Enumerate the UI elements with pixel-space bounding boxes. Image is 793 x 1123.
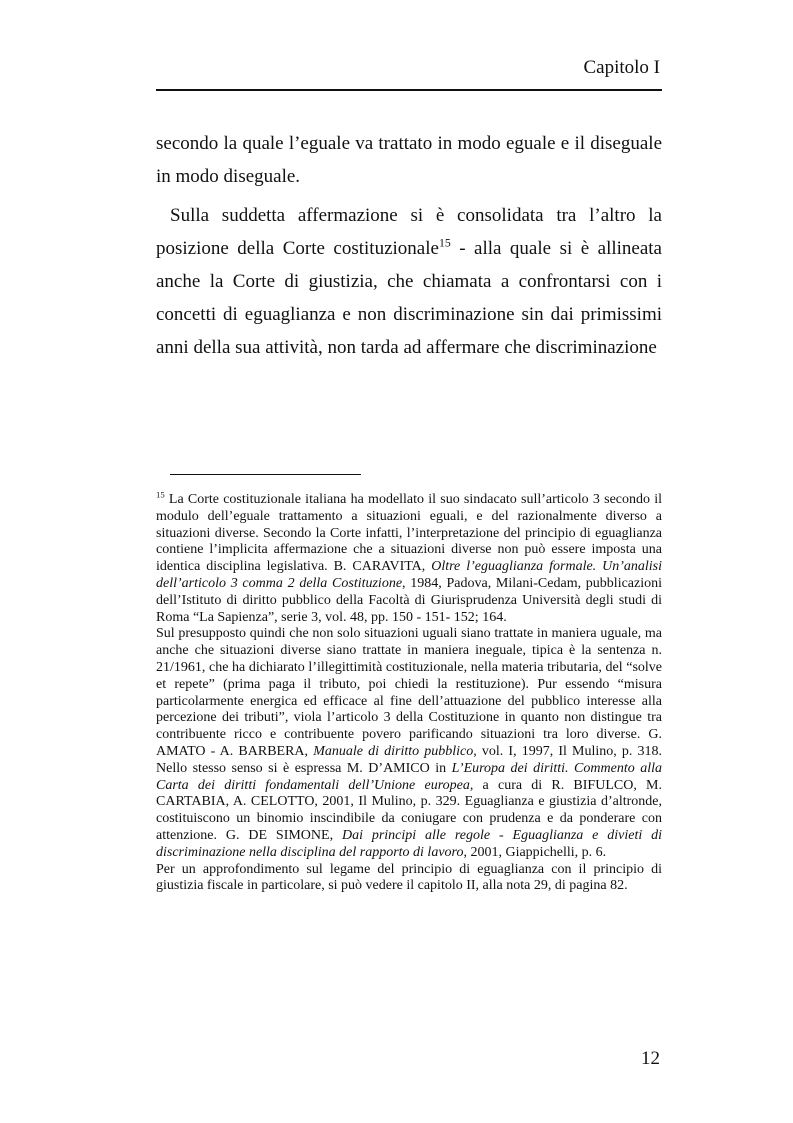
footnote-text: , 1984, Padova, Milani-Cedam, pubblicazioni dell’Istituto di diritto pubblico della Facoltà di Giurisprudenza Università degli studi di Roma “La Sapienza”, serie 3, vol. 48, pp. 150 - 151- 152; 164.	[156, 575, 663, 625]
footnote-paragraph-1	[156, 489, 663, 626]
footnote-paragraph-3: Per un approfondimento sul legame del principio di eguaglianza con il principio di giustizia fiscale in particolare, si può vedere il capitolo II, alla nota 29, di pagina 82.	[156, 861, 662, 894]
footnote-book-title: Dai principi alle regole - Eguaglianza e divieti di discriminazione nella disciplina del rapporto di lavoro	[156, 827, 663, 860]
footnote-number: 15	[156, 489, 165, 500]
footnote-text: , 2001, Giappichelli, p. 6.	[463, 844, 607, 860]
footnote-text: La Corte costituzionale italiana ha modellato il suo sindacato sull’articolo 3 secondo il modulo dell’eguale trattamento a situazioni eguali, e del razionalmente diverso a situazioni diverse. Secondo la Corte infatti, l’interpretazione del principio di eguaglianza contiene l’implicita affermazione che a situazioni diverse non può essere imposta una identica disciplina legislativa. B. CARAVITA,	[156, 492, 662, 575]
footnote-reference: 15	[438, 236, 451, 250]
body-paragraph-1: secondo la quale l’eguale va trattato in modo eguale e il diseguale in modo diseguale.	[156, 133, 662, 187]
body-paragraph-2-text-b: - alla quale si è allineata anche la Corte di giustizia, che chiamata a confrontarsi con i concetti di eguaglianza e non discriminazione sin dai primissimi anni della sua attività, non tarda ad affermare che discriminazione	[156, 238, 662, 358]
footnote-text: , a cura di R. BIFULCO, M. CARTABIA, A. CELOTTO, 2001, Il Mulino, p. 329. Eguaglianza e giustizia d’altronde, costituiscono un binomio inscindibile da coniugare con prudenza e da ponderare con attenzione. G. DE SIMONE,	[156, 777, 662, 843]
footnote-book-title: Oltre l’eguaglianza formale. Un’analisi dell’articolo 3 comma 2 della Costituzione	[156, 559, 662, 591]
header-divider	[156, 89, 662, 91]
footnote-book-title: L’Europa dei diritti. Commento alla Carta dei diritti fondamentali dell’Unione europea	[156, 760, 662, 793]
footnote-block	[156, 489, 663, 895]
footnote-text: Sul presupposto quindi che non solo situazioni uguali siano trattate in maniera uguale, ma anche che situazioni diverse siano trattate in maniera ineguale, tipica è la sentenza n. 21/1961, che ha dichiarato l’illegittimità costituzionale, nella materia tributaria, del “solve et repete” (prima paga il tributo, poi chiedi la restituzione). Pur essendo “misura particolarmente energica ed efficace al fine dell’attuazione del pubblico interesse alla percezione dei tributi”, viola l’articolo 3 della Costituzione in quanto non distingue tra contribuente ricco e contribuente povero parificando situazioni tra loro diverse. G. AMATO - A. BARBERA,	[156, 626, 662, 759]
footnote-text: , vol. I, 1997, Il Mulino, p. 318. Nello stesso senso si è espressa M. D’AMICO in	[156, 743, 663, 776]
footnote-paragraph-2	[156, 626, 662, 861]
footnote-book-title: Manuale di diritto pubblico	[313, 743, 474, 759]
footnote-divider	[170, 474, 361, 475]
running-header-title: Capitolo I	[583, 57, 660, 78]
main-text	[156, 127, 662, 364]
body-paragraph-2	[156, 199, 662, 364]
body-paragraph-2-text-a: Sulla suddetta affermazione si è consolidata tra l’altro la posizione della Corte costituzionale	[156, 205, 662, 259]
page-number: 12	[641, 1048, 660, 1069]
